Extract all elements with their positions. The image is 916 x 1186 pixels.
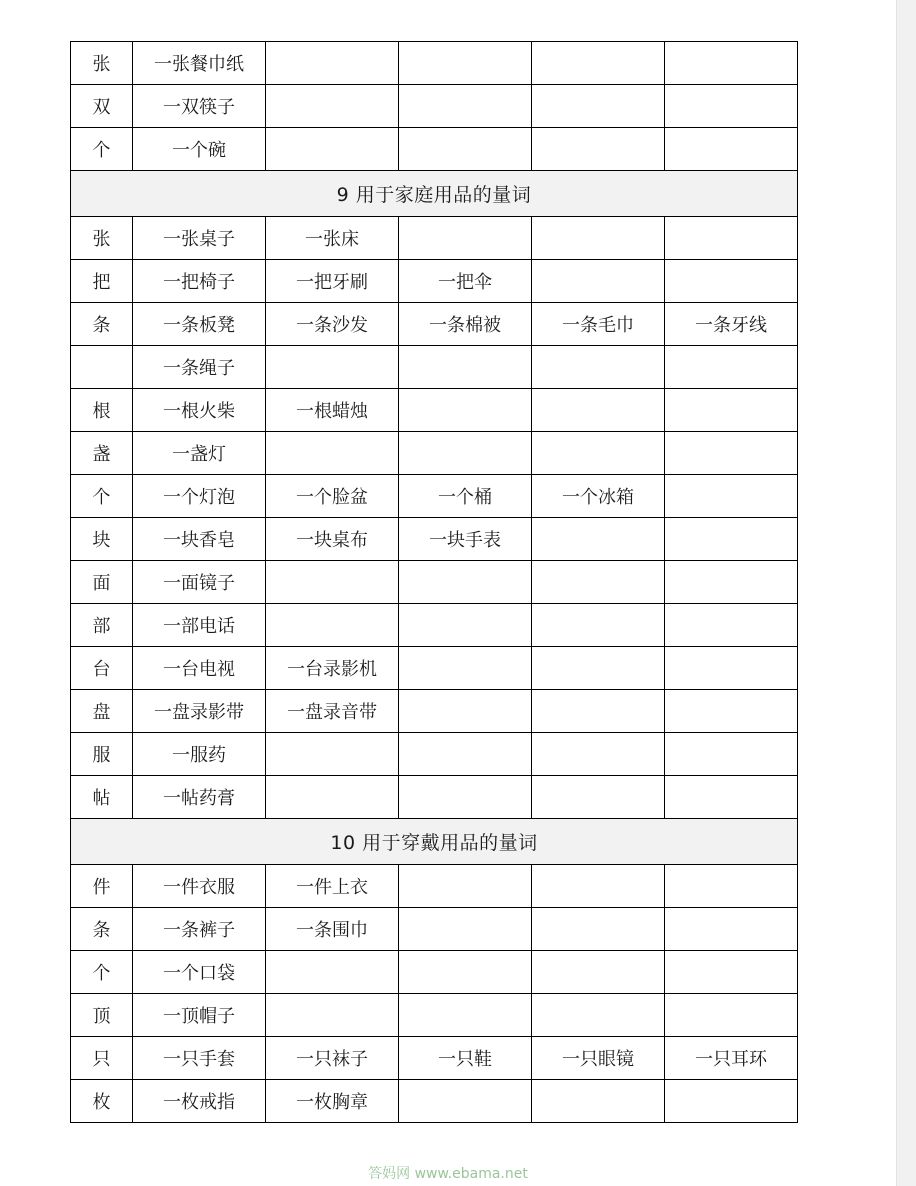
example-phrase-cell: [665, 908, 798, 951]
table-row: [71, 690, 798, 733]
example-phrase-cell: [399, 776, 532, 819]
example-phrase-cell: [266, 994, 399, 1037]
table-row: [71, 303, 798, 346]
example-phrase-cell: [665, 647, 798, 690]
example-phrase-cell: 一张床: [266, 217, 399, 260]
table-body: [71, 42, 798, 1123]
example-phrase-cell: 一只袜子: [266, 1037, 399, 1080]
example-phrase-cell: 一只手套: [133, 1037, 266, 1080]
example-phrase-cell: 一盏灯: [133, 432, 266, 475]
example-phrase-cell: 一只鞋: [399, 1037, 532, 1080]
example-phrase-cell: 一把伞: [399, 260, 532, 303]
example-phrase-cell: [665, 561, 798, 604]
example-phrase-cell: [665, 865, 798, 908]
table-row: [71, 346, 798, 389]
example-phrase-cell: 一盘录影带: [133, 690, 266, 733]
example-phrase-cell: 一部电话: [133, 604, 266, 647]
example-phrase-cell: 一条围巾: [266, 908, 399, 951]
table-row: [71, 1037, 798, 1080]
example-phrase-cell: 一面镜子: [133, 561, 266, 604]
example-phrase-cell: 一把牙刷: [266, 260, 399, 303]
example-phrase-cell: [665, 951, 798, 994]
measure-word-cell: 条: [71, 908, 133, 951]
example-phrase-cell: [532, 389, 665, 432]
example-phrase-cell: [665, 733, 798, 776]
example-phrase-cell: [665, 389, 798, 432]
example-phrase-cell: [532, 908, 665, 951]
measure-word-cell: 盏: [71, 432, 133, 475]
example-phrase-cell: [399, 128, 532, 171]
example-phrase-cell: 一枚戒指: [133, 1080, 266, 1123]
example-phrase-cell: 一块香皂: [133, 518, 266, 561]
example-phrase-cell: [532, 604, 665, 647]
example-phrase-cell: [399, 346, 532, 389]
example-phrase-cell: [665, 518, 798, 561]
example-phrase-cell: [266, 42, 399, 85]
example-phrase-cell: 一个口袋: [133, 951, 266, 994]
measure-word-cell: 张: [71, 217, 133, 260]
example-phrase-cell: 一枚胸章: [266, 1080, 399, 1123]
example-phrase-cell: [665, 260, 798, 303]
example-phrase-cell: [399, 865, 532, 908]
example-phrase-cell: [532, 217, 665, 260]
example-phrase-cell: [532, 733, 665, 776]
example-phrase-cell: 一服药: [133, 733, 266, 776]
footer-watermark[interactable]: 答妈网 www.ebama.net: [368, 1166, 528, 1182]
example-phrase-cell: [665, 42, 798, 85]
measure-word-table: [70, 41, 798, 1123]
measure-word-cell: 服: [71, 733, 133, 776]
example-phrase-cell: [532, 561, 665, 604]
table-row: [71, 647, 798, 690]
table-row: [71, 994, 798, 1037]
example-phrase-cell: [532, 85, 665, 128]
scrollbar-track[interactable]: [896, 0, 916, 1186]
example-phrase-cell: [399, 733, 532, 776]
example-phrase-cell: 一台录影机: [266, 647, 399, 690]
example-phrase-cell: [399, 908, 532, 951]
example-phrase-cell: [399, 432, 532, 475]
measure-word-cell: 部: [71, 604, 133, 647]
example-phrase-cell: [532, 994, 665, 1037]
example-phrase-cell: [266, 85, 399, 128]
table-row: [71, 951, 798, 994]
example-phrase-cell: [266, 604, 399, 647]
example-phrase-cell: [665, 776, 798, 819]
measure-word-cell: 帖: [71, 776, 133, 819]
measure-word-cell: 盘: [71, 690, 133, 733]
example-phrase-cell: 一条沙发: [266, 303, 399, 346]
example-phrase-cell: [665, 994, 798, 1037]
table-row: [71, 908, 798, 951]
table-row: [71, 128, 798, 171]
example-phrase-cell: [532, 951, 665, 994]
example-phrase-cell: 一个碗: [133, 128, 266, 171]
example-phrase-cell: [665, 690, 798, 733]
example-phrase-cell: [266, 346, 399, 389]
example-phrase-cell: 一顶帽子: [133, 994, 266, 1037]
example-phrase-cell: 一张餐巾纸: [133, 42, 266, 85]
example-phrase-cell: 一条板凳: [133, 303, 266, 346]
measure-word-cell: 块: [71, 518, 133, 561]
example-phrase-cell: 一件衣服: [133, 865, 266, 908]
example-phrase-cell: 一个灯泡: [133, 475, 266, 518]
measure-word-cell: 只: [71, 1037, 133, 1080]
measure-word-cell: 把: [71, 260, 133, 303]
example-phrase-cell: [665, 604, 798, 647]
example-phrase-cell: [399, 1080, 532, 1123]
example-phrase-cell: [399, 994, 532, 1037]
example-phrase-cell: [266, 128, 399, 171]
example-phrase-cell: 一只眼镜: [532, 1037, 665, 1080]
example-phrase-cell: [266, 432, 399, 475]
example-phrase-cell: [399, 951, 532, 994]
example-phrase-cell: 一个冰箱: [532, 475, 665, 518]
example-phrase-cell: [399, 85, 532, 128]
table-row: [71, 42, 798, 85]
table-row: [71, 776, 798, 819]
table-row: [71, 475, 798, 518]
example-phrase-cell: 一条裤子: [133, 908, 266, 951]
example-phrase-cell: 一条绳子: [133, 346, 266, 389]
example-phrase-cell: 一张桌子: [133, 217, 266, 260]
example-phrase-cell: 一个脸盆: [266, 475, 399, 518]
example-phrase-cell: [399, 604, 532, 647]
measure-word-cell: [71, 346, 133, 389]
example-phrase-cell: 一双筷子: [133, 85, 266, 128]
example-phrase-cell: [399, 647, 532, 690]
example-phrase-cell: [532, 518, 665, 561]
example-phrase-cell: [399, 42, 532, 85]
example-phrase-cell: [266, 951, 399, 994]
table-row: [71, 1080, 798, 1123]
example-phrase-cell: [266, 733, 399, 776]
example-phrase-cell: [266, 776, 399, 819]
measure-word-cell: 台: [71, 647, 133, 690]
table-row: [71, 389, 798, 432]
example-phrase-cell: [532, 128, 665, 171]
example-phrase-cell: [399, 561, 532, 604]
table-row: [71, 733, 798, 776]
section-title: 10 用于穿戴用品的量词: [71, 819, 798, 865]
example-phrase-cell: [399, 690, 532, 733]
example-phrase-cell: [266, 561, 399, 604]
table-row: [71, 260, 798, 303]
table-row: [71, 85, 798, 128]
example-phrase-cell: [532, 647, 665, 690]
table-row: [71, 518, 798, 561]
measure-word-cell: 件: [71, 865, 133, 908]
measure-word-cell: 条: [71, 303, 133, 346]
measure-word-cell: 面: [71, 561, 133, 604]
example-phrase-cell: [665, 85, 798, 128]
example-phrase-cell: [399, 389, 532, 432]
example-phrase-cell: [532, 690, 665, 733]
measure-word-cell: 双: [71, 85, 133, 128]
example-phrase-cell: 一台电视: [133, 647, 266, 690]
table-row: [71, 604, 798, 647]
example-phrase-cell: 一条毛巾: [532, 303, 665, 346]
measure-word-cell: 枚: [71, 1080, 133, 1123]
section-header-row: [71, 171, 798, 217]
example-phrase-cell: [665, 432, 798, 475]
measure-word-cell: 个: [71, 128, 133, 171]
measure-word-cell: 张: [71, 42, 133, 85]
example-phrase-cell: [532, 432, 665, 475]
table-row: [71, 561, 798, 604]
example-phrase-cell: [665, 217, 798, 260]
example-phrase-cell: [532, 865, 665, 908]
example-phrase-cell: 一条牙线: [665, 303, 798, 346]
example-phrase-cell: 一帖药膏: [133, 776, 266, 819]
example-phrase-cell: 一根蜡烛: [266, 389, 399, 432]
example-phrase-cell: [532, 776, 665, 819]
example-phrase-cell: [665, 1080, 798, 1123]
example-phrase-cell: 一条棉被: [399, 303, 532, 346]
example-phrase-cell: 一块手表: [399, 518, 532, 561]
example-phrase-cell: [532, 346, 665, 389]
example-phrase-cell: [665, 128, 798, 171]
example-phrase-cell: 一个桶: [399, 475, 532, 518]
measure-word-cell: 顶: [71, 994, 133, 1037]
example-phrase-cell: 一把椅子: [133, 260, 266, 303]
example-phrase-cell: 一块桌布: [266, 518, 399, 561]
measure-word-cell: 个: [71, 951, 133, 994]
example-phrase-cell: [532, 1080, 665, 1123]
section-header-row: [71, 819, 798, 865]
example-phrase-cell: [532, 260, 665, 303]
section-title: 9 用于家庭用品的量词: [71, 171, 798, 217]
example-phrase-cell: [532, 42, 665, 85]
table-row: [71, 865, 798, 908]
example-phrase-cell: 一只耳环: [665, 1037, 798, 1080]
measure-word-cell: 个: [71, 475, 133, 518]
example-phrase-cell: 一盘录音带: [266, 690, 399, 733]
example-phrase-cell: 一件上衣: [266, 865, 399, 908]
example-phrase-cell: [665, 475, 798, 518]
table-row: [71, 432, 798, 475]
measure-word-cell: 根: [71, 389, 133, 432]
example-phrase-cell: [665, 346, 798, 389]
example-phrase-cell: [399, 217, 532, 260]
table-row: [71, 217, 798, 260]
example-phrase-cell: 一根火柴: [133, 389, 266, 432]
